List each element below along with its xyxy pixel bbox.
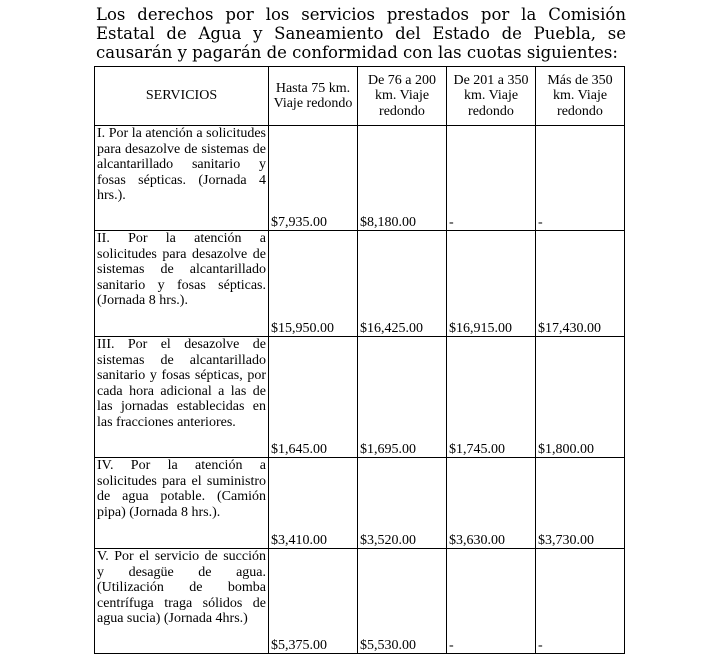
price-cell: $16,915.00 [447, 231, 536, 337]
price-cell: $16,425.00 [358, 231, 447, 337]
service-description: II. Por la atención a solicitudes para desazolve de sistemas de alcantarillado sanitario y fosas sépticas. (Jornada 8 hrs.). [95, 231, 269, 337]
price-cell: $3,730.00 [536, 458, 625, 549]
table-row [95, 337, 625, 458]
header-76-to-200km: De 76 a 200 km. Viaje redondo [358, 67, 447, 126]
price-cell: $8,180.00 [358, 126, 447, 231]
price-cell: $1,800.00 [536, 337, 625, 458]
price-cell: $1,645.00 [269, 337, 358, 458]
price-cell: $1,745.00 [447, 337, 536, 458]
price-cell: $5,530.00 [358, 549, 447, 654]
table-row [95, 549, 625, 654]
price-cell: $1,695.00 [358, 337, 447, 458]
price-cell: $5,375.00 [269, 549, 358, 654]
price-cell: $3,630.00 [447, 458, 536, 549]
price-cell: $7,935.00 [269, 126, 358, 231]
service-description: I. Por la atención a solicitudes para desazolve de sistemas de alcantarillado sanitario y fosas sépticas. (Jornada 4 hrs.). [95, 126, 269, 231]
table-row [95, 458, 625, 549]
table-row [95, 231, 625, 337]
price-cell: $3,410.00 [269, 458, 358, 549]
price-cell: $17,430.00 [536, 231, 625, 337]
price-cell: $15,950.00 [269, 231, 358, 337]
header-up-to-75km: Hasta 75 km. Viaje redondo [269, 67, 358, 126]
header-201-to-350km: De 201 a 350 km. Viaje redondo [447, 67, 536, 126]
price-cell: - [536, 126, 625, 231]
service-description: V. Por el servicio de succión y desagüe de agua. (Utilización de bomba centrífuga traga sólidos de agua sucia) (Jornada 4hrs.) [95, 549, 269, 654]
price-cell: - [536, 549, 625, 654]
intro-paragraph: Los derechos por los servicios prestados por la Comisión Estatal de Agua y Saneamiento del Estado de Puebla, se causarán y pagarán de conformidad con las cuotas siguientes: [96, 5, 626, 62]
price-cell: - [447, 549, 536, 654]
tariff-table [94, 66, 625, 654]
header-over-350km: Más de 350 km. Viaje redondo [536, 67, 625, 126]
table-row [95, 126, 625, 231]
service-description: III. Por el desazolve de sistemas de alcantarillado sanitario y fosas sépticas, por cada hora adicional a las de las jornadas establecidas en las fracciones anteriores. [95, 337, 269, 458]
service-description: IV. Por la atención a solicitudes para el suministro de agua potable. (Camión pipa) (Jornada 8 hrs.). [95, 458, 269, 549]
header-row [95, 67, 625, 126]
price-cell: $3,520.00 [358, 458, 447, 549]
header-services: SERVICIOS [95, 67, 269, 126]
price-cell: - [447, 126, 536, 231]
